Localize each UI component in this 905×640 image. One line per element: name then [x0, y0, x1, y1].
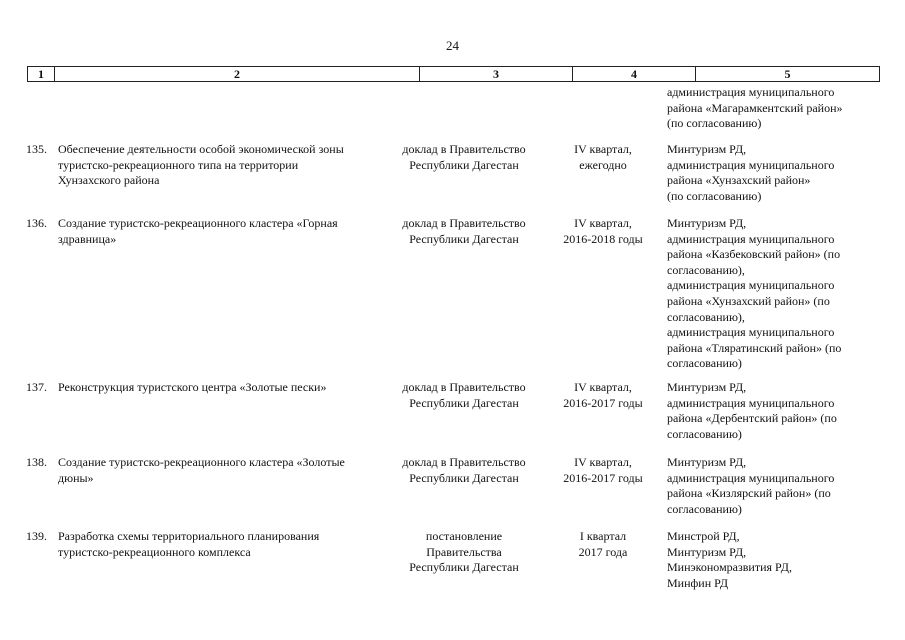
row-term: I квартал 2017 года — [578, 529, 628, 559]
table-header — [27, 66, 880, 82]
header-col-5: 5 — [784, 67, 791, 81]
row-number: 135. — [26, 142, 47, 156]
row-activity: Реконструкция туристского центра «Золотые пески» — [58, 380, 327, 394]
header-col-3: 3 — [420, 67, 573, 81]
row-number: 137. — [26, 380, 47, 394]
row-responsible: Минтуризм РД, администрация муниципального района «Дербентский район» (по согласованию) — [667, 380, 837, 441]
row-responsible: Минстрой РД, Минтуризм РД, Минэкономразвития РД, Минфин РД — [667, 529, 792, 590]
header-col-4: 4 — [573, 67, 696, 81]
header-col-2: 2 — [55, 67, 420, 81]
row-term: IV квартал, 2016-2017 годы — [563, 380, 643, 410]
row-activity: Создание туристско-рекреационного кластера «Горная здравница» — [58, 216, 338, 246]
row-term: IV квартал, 2016-2017 годы — [563, 455, 643, 485]
row-responsible: Минтуризм РД, администрация муниципального района «Хунзахский район» (по согласованию) — [667, 142, 835, 203]
row-number: 136. — [26, 216, 47, 230]
row-document: доклад в Правительство Республики Дагестан — [402, 142, 526, 172]
row-number: 138. — [26, 455, 47, 469]
row-document: доклад в Правительство Республики Дагестан — [402, 380, 526, 410]
row-number: 139. — [26, 529, 47, 543]
header-col-1: 1 — [28, 67, 55, 81]
row-activity: Создание туристско-рекреационного кластера «Золотые дюны» — [58, 455, 345, 485]
row-responsible: Минтуризм РД, администрация муниципального района «Кизлярский район» (по согласованию) — [667, 455, 835, 516]
row-activity: Разработка схемы территориального планирования туристско-рекреационного комплекса — [58, 529, 320, 559]
row-term: IV квартал, ежегодно — [574, 142, 632, 172]
row-document: доклад в Правительство Республики Дагестан — [402, 455, 526, 485]
row-document: постановление Правительства Республики Дагестан — [409, 529, 519, 575]
row-document: доклад в Правительство Республики Дагестан — [402, 216, 526, 246]
page-number: 24 — [446, 38, 459, 53]
row-responsible: Минтуризм РД, администрация муниципального района «Казбековский район» (по согласованию), администрация муниципального района «Хунзахский район» (по согласованию), администрация муниципального района «Тляратинский район» (по согласованию) — [667, 216, 842, 371]
row-activity: Обеспечение деятельности особой экономической зоны туристско-рекреационного типа на территории Хунзахского района — [58, 142, 344, 188]
row-term: IV квартал, 2016-2018 годы — [563, 216, 643, 246]
continuation-responsible: администрация муниципального района «Магарамкентский район» (по согласованию) — [667, 85, 843, 131]
